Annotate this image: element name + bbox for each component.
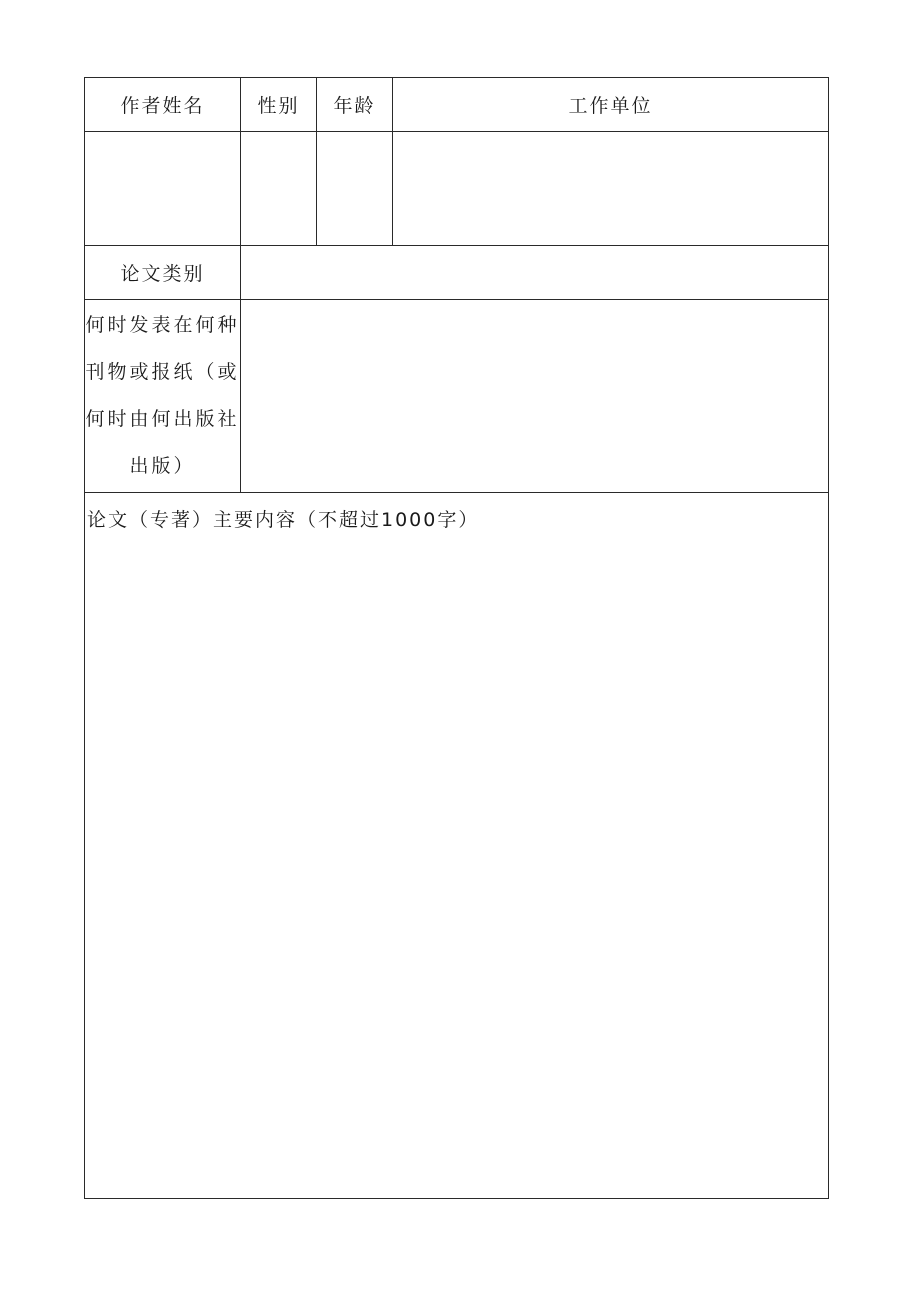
category-label: 论文类别: [85, 246, 241, 300]
content-label: 论文（专著）主要内容（不超过1000字）: [87, 509, 480, 531]
category-cell[interactable]: [241, 246, 829, 300]
author-name-header: 作者姓名: [85, 78, 241, 132]
content-row: [85, 493, 829, 1199]
gender-cell[interactable]: [241, 132, 317, 246]
gender-header: 性别: [241, 78, 317, 132]
publication-cell[interactable]: [241, 300, 829, 493]
content-cell[interactable]: [85, 493, 829, 1199]
category-row: [85, 246, 829, 300]
age-cell[interactable]: [317, 132, 393, 246]
header-row: [85, 78, 829, 132]
author-entry-row: [85, 132, 829, 246]
work-unit-cell[interactable]: [393, 132, 829, 246]
paper-application-form: [84, 77, 829, 1199]
author-name-cell[interactable]: [85, 132, 241, 246]
publication-label: 何时发表在何种刊物或报纸（或何时由何出版社出版）: [85, 300, 241, 493]
work-unit-header: 工作单位: [393, 78, 829, 132]
publication-row: [85, 300, 829, 493]
age-header: 年龄: [317, 78, 393, 132]
